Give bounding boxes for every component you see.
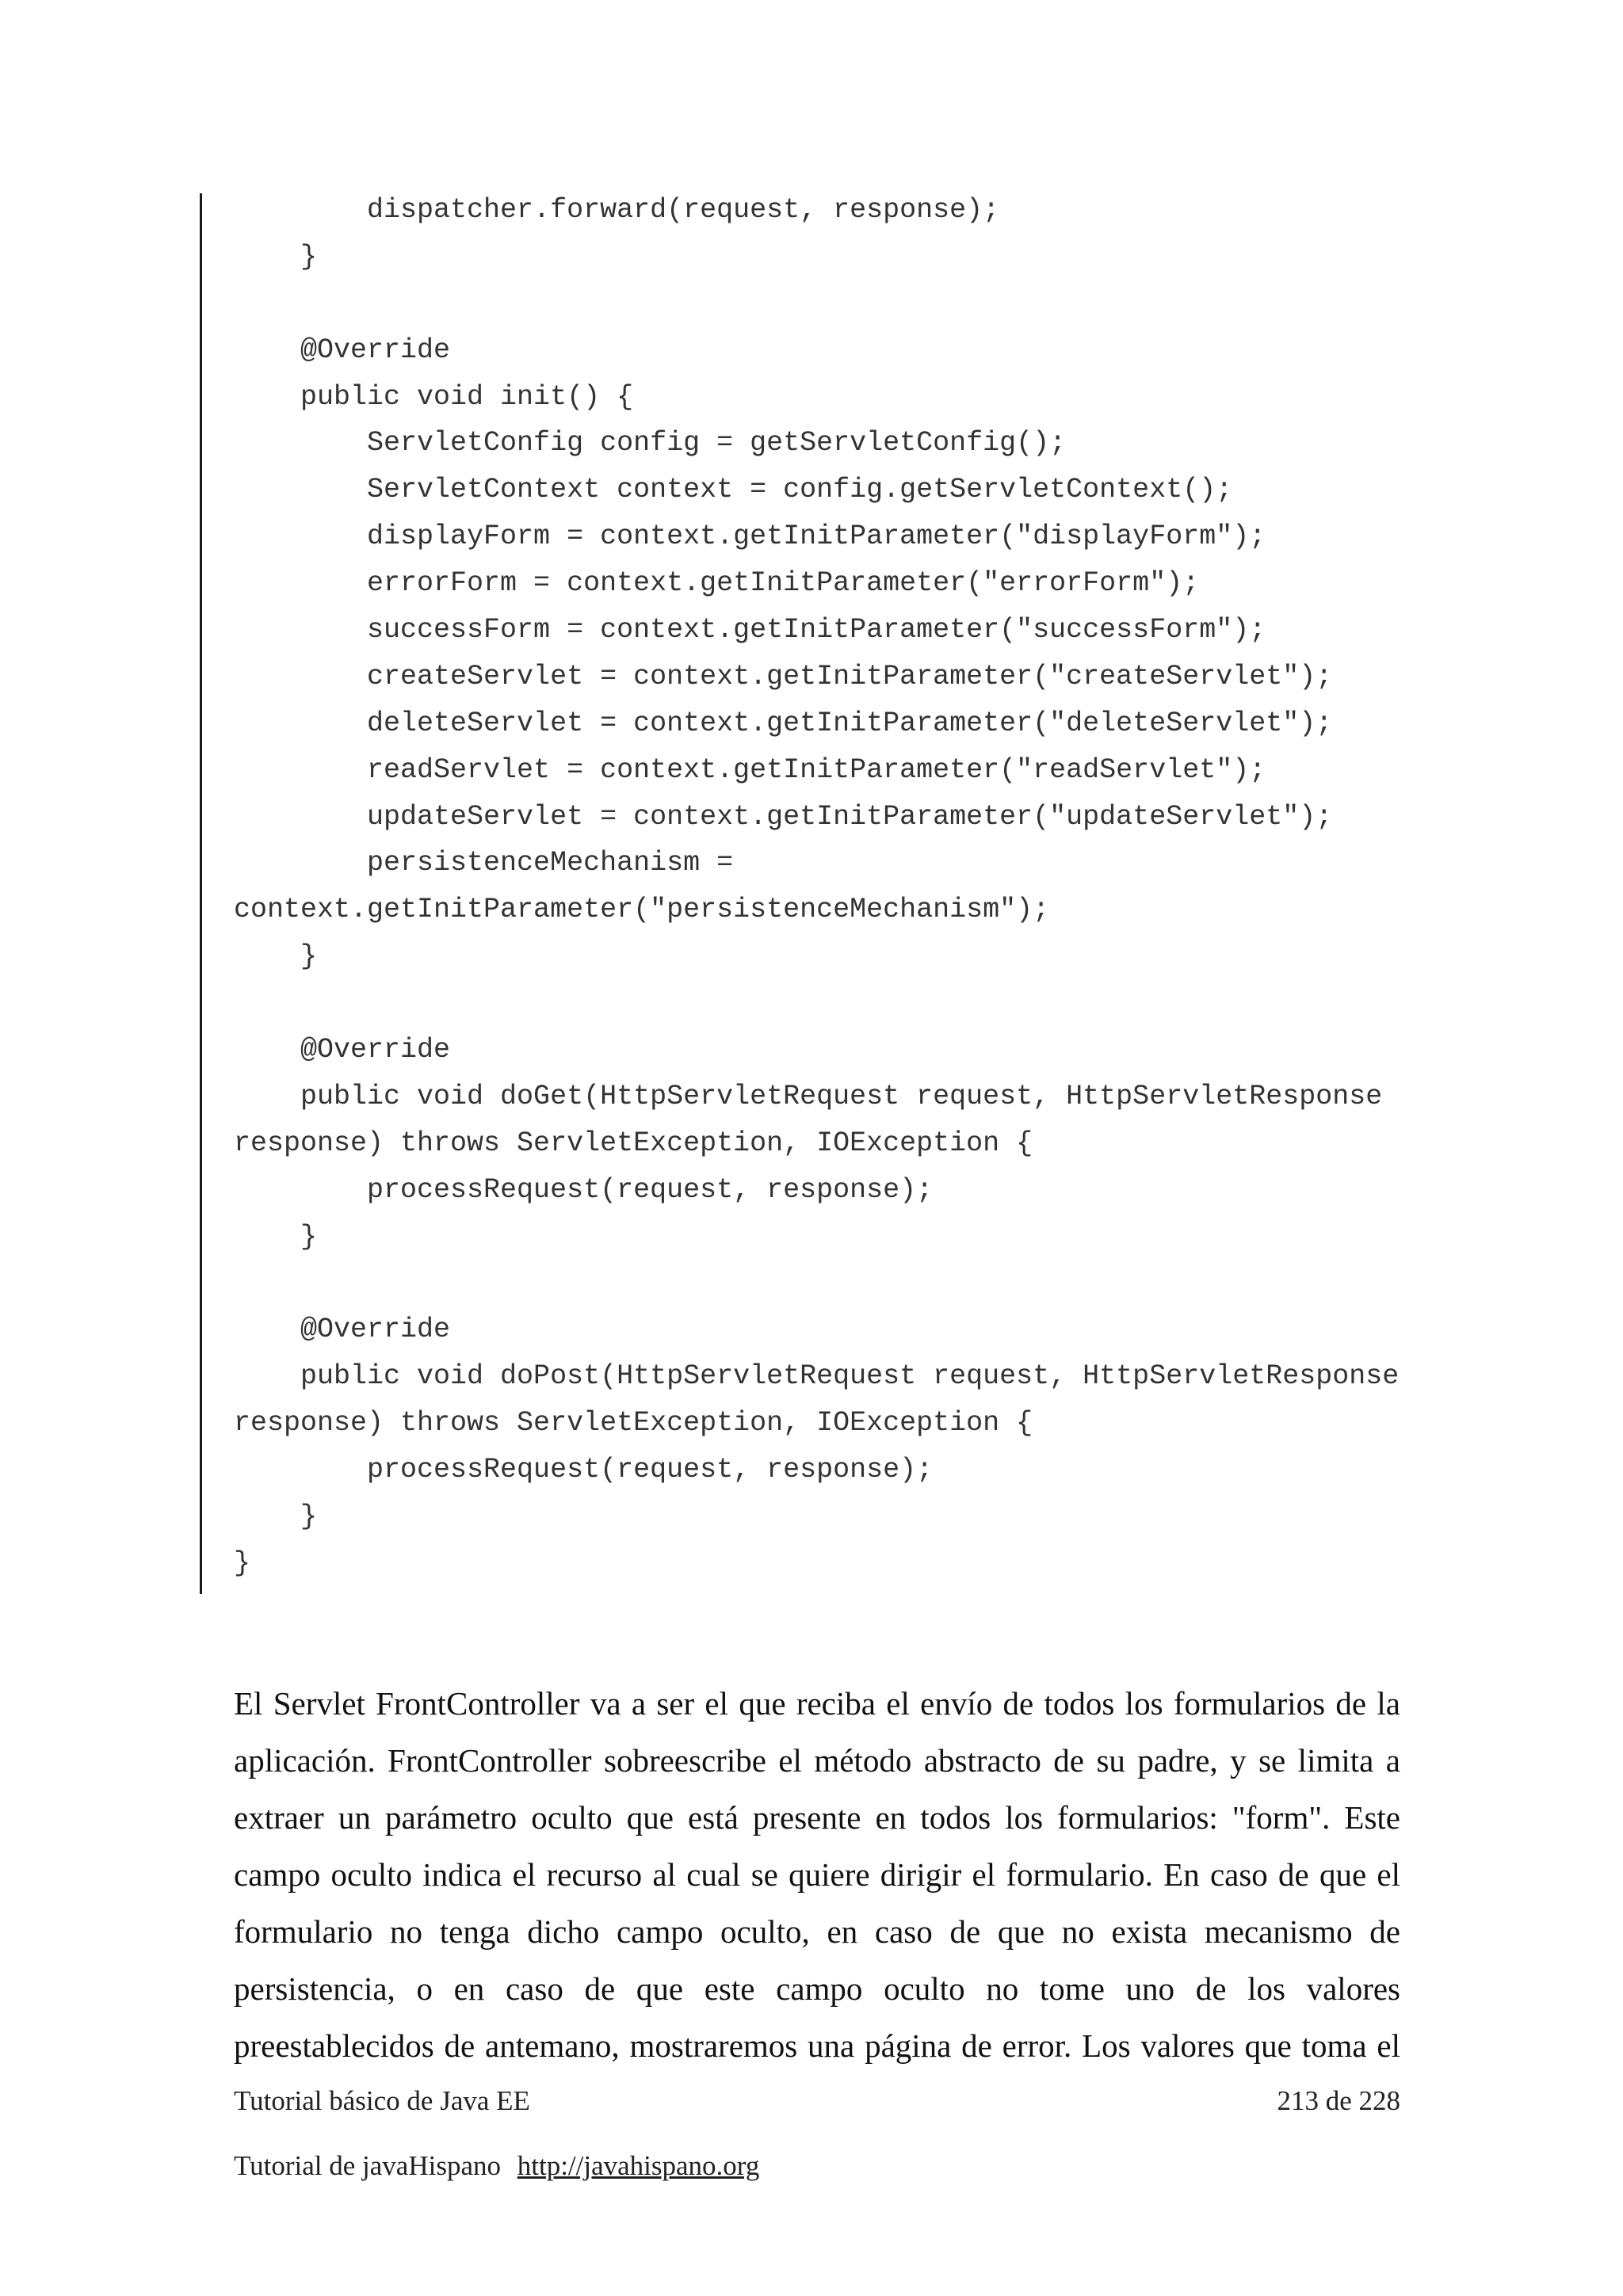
code-line: } <box>234 1500 318 1532</box>
paragraph-line: aplicación. FrontController sobreescribe el método abstracto de su padre, y se limita a <box>234 1742 1400 1779</box>
paragraph-line: extraer un parámetro oculto que está presente en todos los formularios: "form". Este <box>234 1799 1400 1836</box>
paragraph-line: campo oculto indica el recurso al cual se quiere dirigir el formulario. En caso de que el <box>234 1856 1400 1893</box>
code-line: public void doPost(HttpServletRequest request, HttpServletResponse <box>234 1360 1400 1393</box>
code-line: response) throws ServletException, IOException { <box>234 1127 1033 1159</box>
paragraph-line: formulario no tenga dicho campo oculto, en caso de que no exista mecanismo de <box>234 1913 1400 1950</box>
paragraph-line: persistencia, o en caso de que este campo oculto no tome uno de los valores <box>234 1970 1400 2007</box>
code-line: displayForm = context.getInitParameter("displayForm"); <box>234 521 1266 553</box>
code-listing <box>234 187 1423 1587</box>
code-block-left-rule <box>200 193 202 1594</box>
code-line: } <box>234 1547 251 1579</box>
page-of-label: de <box>1325 2085 1352 2116</box>
code-line: } <box>234 1220 318 1253</box>
code-line <box>234 280 1423 327</box>
body-paragraph <box>234 1675 1400 2074</box>
code-line: updateServlet = context.getInitParameter("updateServlet"); <box>234 800 1333 833</box>
code-line: createServlet = context.getInitParameter("createServlet"); <box>234 660 1333 692</box>
code-line: readServlet = context.getInitParameter("readServlet"); <box>234 753 1266 786</box>
code-line: public void doGet(HttpServletRequest request, HttpServletResponse <box>234 1080 1383 1112</box>
footer-site-label: Tutorial de javaHispano <box>234 2150 501 2181</box>
page-number: 213 <box>1277 2085 1319 2116</box>
code-line <box>234 1260 1423 1306</box>
paragraph-line: preestablecidos de antemano, mostraremos una página de error. Los valores que toma el <box>234 2027 1400 2064</box>
footer-page-counter <box>1277 2084 1400 2119</box>
footer-page-info <box>234 2084 1400 2119</box>
code-line: persistenceMechanism = <box>234 847 734 879</box>
code-line: @Override <box>234 334 451 366</box>
code-line: processRequest(request, response); <box>234 1173 934 1206</box>
code-line: } <box>234 240 318 273</box>
code-line: deleteServlet = context.getInitParameter("deleteServlet"); <box>234 707 1333 739</box>
code-line: errorForm = context.getInitParameter("errorForm"); <box>234 567 1200 600</box>
paragraph-line: El Servlet FrontController va a ser el que reciba el envío de todos los formularios de la <box>234 1685 1400 1722</box>
code-line: context.getInitParameter("persistenceMechanism"); <box>234 894 1050 926</box>
code-line <box>234 980 1423 1027</box>
footer-site-link[interactable]: http://javahispano.org <box>517 2150 760 2181</box>
code-line: processRequest(request, response); <box>234 1454 934 1486</box>
footer-site-info <box>234 2149 1400 2183</box>
code-line: public void init() { <box>234 380 634 413</box>
code-line: ServletContext context = config.getServletContext(); <box>234 474 1233 506</box>
code-line: @Override <box>234 1314 451 1346</box>
code-line: response) throws ServletException, IOException { <box>234 1407 1033 1440</box>
code-line: dispatcher.forward(request, response); <box>234 194 1000 226</box>
code-line: @Override <box>234 1034 451 1066</box>
footer-book-title: Tutorial básico de Java EE <box>234 2085 530 2116</box>
page-total: 228 <box>1358 2085 1400 2116</box>
code-line: } <box>234 940 318 973</box>
code-line: ServletConfig config = getServletConfig(); <box>234 427 1067 460</box>
code-line: successForm = context.getInitParameter("successForm"); <box>234 614 1266 646</box>
